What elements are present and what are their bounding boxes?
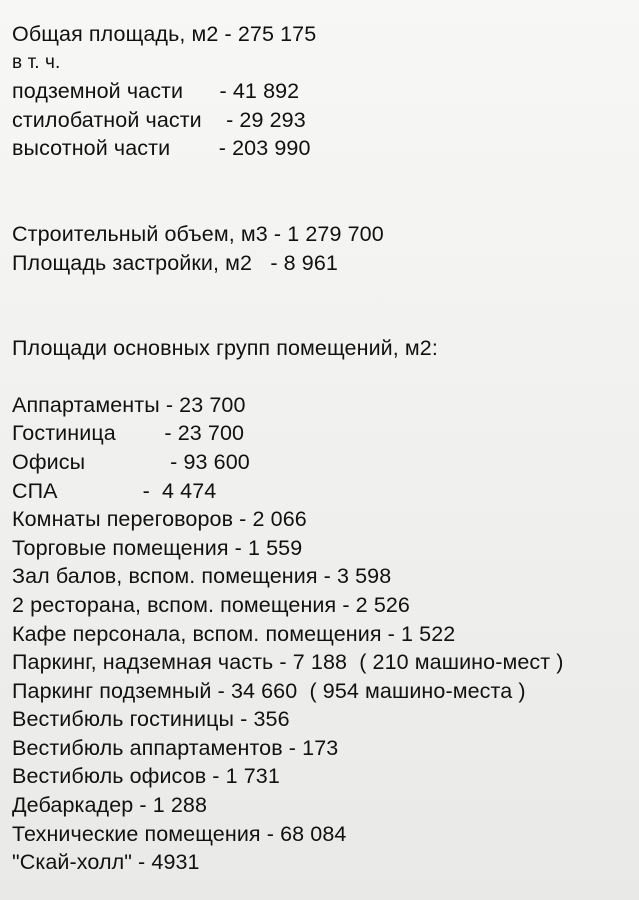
section-gap <box>12 363 632 391</box>
stylobate-area-line: стилобатной части - 29 293 <box>12 107 306 132</box>
room-group-item: Офисы - 93 600 <box>12 449 250 474</box>
room-group-item: Торговые помещения - 1 559 <box>12 535 303 560</box>
highrise-area-line: высотной части - 203 990 <box>12 136 311 161</box>
room-group-item: "Скай-холл" - 4931 <box>12 850 200 875</box>
underground-area-line: подземной части - 41 892 <box>12 79 300 104</box>
room-group-item: Гостиница - 23 700 <box>12 421 245 446</box>
room-group-item: Аппартаменты - 23 700 <box>12 392 246 417</box>
including-line: в т. ч. <box>12 51 61 73</box>
section-gap <box>12 277 632 334</box>
room-group-item: Вестибюль офисов - 1 731 <box>12 764 280 789</box>
room-group-item: Вестибюль гостиницы - 356 <box>12 707 290 732</box>
room-group-item: Кафе персонала, вспом. помещения - 1 522 <box>12 621 456 646</box>
room-group-item: Паркинг, надземная часть - 7 188 ( 210 машино-мест ) <box>12 650 564 675</box>
room-groups-heading: Площади основных групп помещений, м2: <box>12 336 438 361</box>
room-group-item: Паркинг подземный - 34 660 ( 954 машино-места ) <box>12 678 526 703</box>
room-group-item: 2 ресторана, вспом. помещения - 2 526 <box>12 592 410 617</box>
total-area-line: Общая площадь, м2 - 275 175 <box>12 22 317 46</box>
room-group-item: Вестибюль аппартаментов - 173 <box>12 735 339 760</box>
room-group-item: Зал балов, вспом. помещения - 3 598 <box>12 564 392 589</box>
room-group-item: Технические помещения - 68 084 <box>12 821 347 846</box>
room-group-item: СПА - 4 474 <box>12 478 217 503</box>
footprint-area-line: Площадь застройки, м2 - 8 961 <box>12 250 338 275</box>
section-gap <box>12 163 632 220</box>
room-group-item: Дебаркадер - 1 288 <box>12 793 208 818</box>
building-volume-line: Строительный объем, м3 - 1 279 700 <box>12 221 384 246</box>
document-sheet <box>12 20 632 877</box>
room-group-item: Комнаты переговоров - 2 066 <box>12 507 307 532</box>
